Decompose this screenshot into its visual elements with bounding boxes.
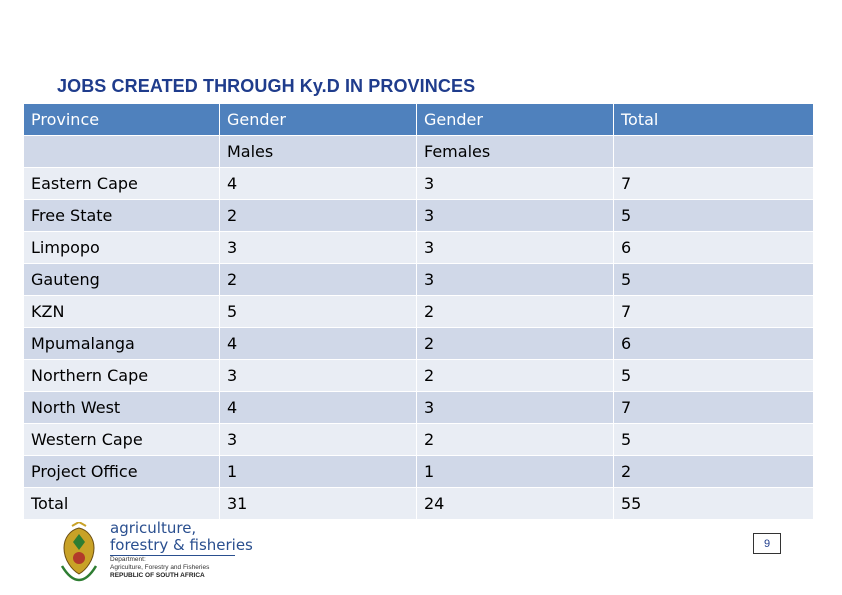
header-cell-total: Total <box>621 110 659 129</box>
table-row <box>24 200 813 232</box>
males-cell: 4 <box>220 392 417 423</box>
province-cell: Northern Cape <box>24 360 220 391</box>
page-number: 9 <box>753 533 781 554</box>
females-cell: 2 <box>417 424 614 455</box>
table-subheader-row <box>24 136 813 168</box>
province-cell: Mpumalanga <box>24 328 220 359</box>
header-cell-province: Province <box>24 104 220 135</box>
total-cell: 5 <box>621 206 632 225</box>
table-row <box>24 264 813 296</box>
table-row <box>24 424 813 456</box>
header-cell-gender-males: Gender <box>220 104 417 135</box>
province-cell: Limpopo <box>24 232 220 263</box>
females-cell: 1 <box>417 456 614 487</box>
table-total-row <box>24 488 813 520</box>
table-row <box>24 328 813 360</box>
page-title: JOBS CREATED THROUGH Ky.D IN PROVINCES <box>57 76 476 96</box>
table-header-row <box>24 104 813 136</box>
logo-line-agriculture: agriculture, <box>110 519 197 537</box>
females-cell: 3 <box>417 168 614 199</box>
table-row <box>24 392 813 424</box>
total-cell: 5 <box>621 366 632 385</box>
coat-of-arms-icon <box>54 522 104 586</box>
females-cell: 2 <box>417 296 614 327</box>
females-cell: 3 <box>417 200 614 231</box>
dept-caption-line: Agriculture, Forestry and Fisheries <box>110 564 210 571</box>
females-cell: 3 <box>417 264 614 295</box>
total-cell: 5 <box>621 430 632 449</box>
females-cell: 3 <box>417 392 614 423</box>
header-cell-gender-females: Gender <box>417 104 614 135</box>
total-cell: 7 <box>621 302 632 321</box>
total-cell: 7 <box>621 398 632 417</box>
dept-caption-country: REPUBLIC OF SOUTH AFRICA <box>110 572 205 579</box>
total-cell: 6 <box>621 334 632 353</box>
subheader-cell <box>614 136 813 167</box>
males-cell: 3 <box>220 424 417 455</box>
males-cell: 5 <box>220 296 417 327</box>
table-row <box>24 360 813 392</box>
table-row <box>24 232 813 264</box>
total-males-cell: 31 <box>220 488 417 519</box>
males-cell: 1 <box>220 456 417 487</box>
province-cell: North West <box>24 392 220 423</box>
total-label-cell: Total <box>24 488 220 519</box>
males-cell: 3 <box>220 232 417 263</box>
subheader-cell <box>24 136 220 167</box>
dept-caption-line: Department: <box>110 556 146 563</box>
department-caption <box>110 556 209 580</box>
province-cell: Gauteng <box>24 264 220 295</box>
subheader-cell-males: Males <box>220 136 417 167</box>
total-cell: 5 <box>621 270 632 289</box>
subheader-cell-females: Females <box>417 136 614 167</box>
table-row <box>24 168 813 200</box>
province-cell: Western Cape <box>24 424 220 455</box>
grand-total-cell: 55 <box>621 494 642 513</box>
females-cell: 3 <box>417 232 614 263</box>
department-logo-text <box>110 520 253 554</box>
males-cell: 4 <box>220 168 417 199</box>
males-cell: 4 <box>220 328 417 359</box>
table-row <box>24 456 813 488</box>
females-cell: 2 <box>417 360 614 391</box>
logo-line-forestry: forestry & fisheries <box>110 536 253 554</box>
males-cell: 2 <box>220 264 417 295</box>
jobs-table <box>24 104 813 520</box>
table-row <box>24 296 813 328</box>
province-cell: Eastern Cape <box>24 168 220 199</box>
total-cell: 6 <box>621 238 632 257</box>
province-cell: KZN <box>24 296 220 327</box>
males-cell: 2 <box>220 200 417 231</box>
females-cell: 2 <box>417 328 614 359</box>
total-cell: 2 <box>621 462 632 481</box>
males-cell: 3 <box>220 360 417 391</box>
total-cell: 7 <box>621 174 632 193</box>
province-cell: Free State <box>24 200 220 231</box>
province-cell: Project Office <box>24 456 220 487</box>
total-females-cell: 24 <box>417 488 614 519</box>
